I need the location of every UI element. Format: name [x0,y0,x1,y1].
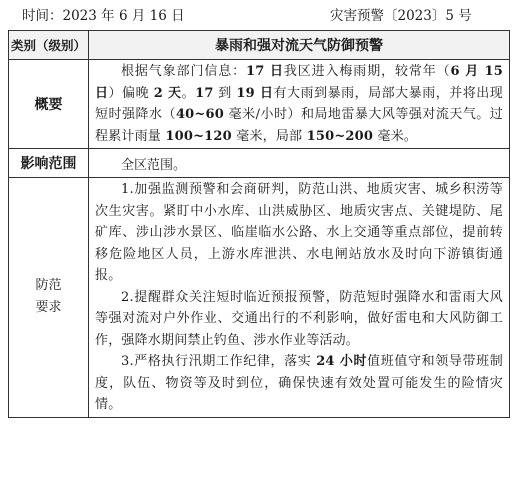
scope-label: 影响范围 [9,149,89,178]
measure-item-3-fragment: 3.严格执行汛期工作纪律，落实 [121,354,317,369]
table-header-row [9,31,510,60]
measure-item-2: 2.提醒群众关注短时临近预报预警，防范短时强降水和雷雨大风等强对流对户外作业、交通出行的不利影响，做好雷电和大风防御工作，强降水期间禁止钓鱼、涉水作业等活动。 [95,289,503,348]
measure-item-1: 1.加强监测预警和会商研判，防范山洪、地质灾害、城乡积涝等次生灾害。紧盯中小水库、山洪威胁区、地质灾害点、关键堤防、尾矿库、涉山涉水景区、临崖临水公路、水上交通等重点部位，提前转移危险地区人员，上游水库泄洪、水电闸站放水及时向下游镇街通报。 [95,182,503,283]
measure-item-3 [95,351,503,416]
measures-label [9,178,89,418]
overview-text-fragment: 17 日 [246,64,284,79]
overview-text-fragment: 我区进入梅雨期，较常年（ [283,64,451,79]
document-header [0,6,518,26]
measures-label-line2: 要求 [35,300,62,316]
overview-text-fragment: 2 天 [153,85,182,101]
overview-text-fragment: 有大雨到暴雨，局部大暴雨，并将出现短时强降水（ [95,85,504,122]
overview-text-fragment: 17 [195,85,214,101]
overview-content [89,60,510,149]
overview-text-fragment: 100~120 [165,128,232,144]
overview-text-fragment: 6 月 15 日 [95,64,504,101]
category-header: 类别（级别） [9,31,89,60]
overview-text [95,61,503,147]
overview-text-fragment: 。 [181,85,196,101]
issue-time: 时间：2023 年 6 月 16 日 [22,8,185,24]
overview-text-fragment: 根据气象部门信息： [121,64,247,79]
scope-value: 全区范围。 [89,149,510,178]
overview-text-fragment: 到 [213,85,237,101]
overview-text-fragment: 150~200 [306,128,374,144]
overview-text-fragment: 毫米/小时）和局地雷暴大风等强对流天气。过程累计雨量 [95,107,503,144]
measures-row [9,178,510,418]
overview-text-fragment: 40~60 [175,107,225,122]
warning-title: 暴雨和强对流天气防御预警 [89,31,510,60]
warning-table [8,30,510,418]
document-number: 灾害预警〔2023〕5 号 [330,8,472,24]
measure-item-3-fragment: 值班值守和领导带班制度，队伍、物资等及时到位，确保快速有效处置可能发生的险情灾情。 [95,354,503,412]
overview-text-fragment: 毫米。 [373,128,418,144]
overview-text-fragment: ）偏晚 [108,85,154,101]
overview-text-fragment: 毫米，局部 [231,128,307,144]
overview-label: 概要 [9,60,89,149]
measure-item-3-fragment: 24 小时 [316,354,368,369]
scope-row [9,149,510,178]
overview-text-fragment: 19 日 [236,85,274,101]
overview-row [9,60,510,149]
measures-content [89,178,510,418]
measures-label-line1: 防范 [35,278,62,294]
